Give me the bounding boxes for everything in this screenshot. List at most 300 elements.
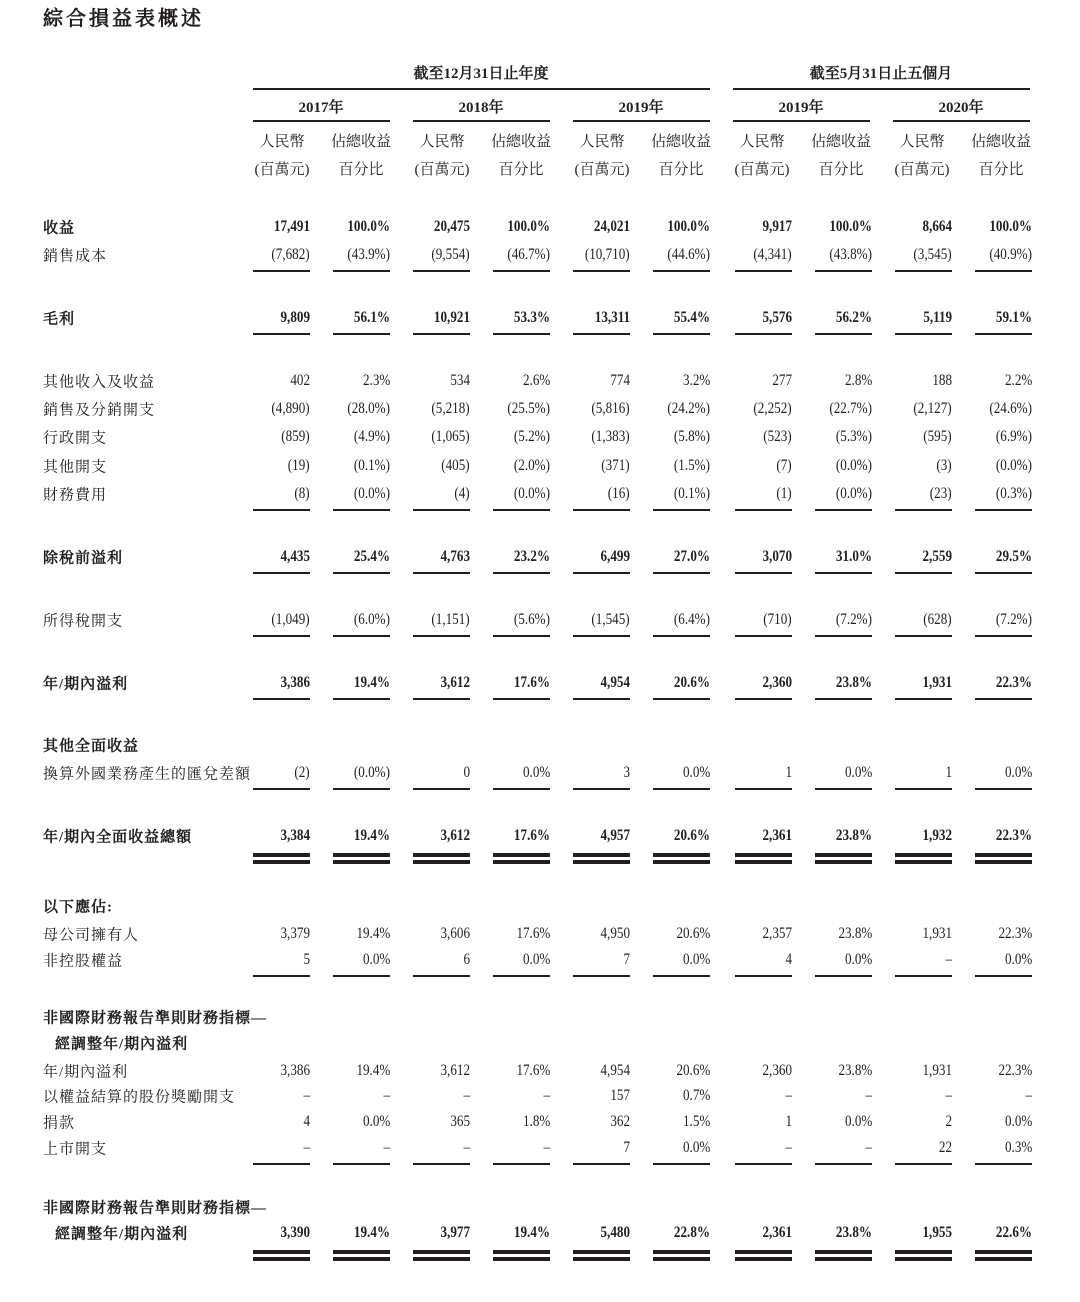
double-underline xyxy=(333,1257,390,1261)
underline xyxy=(975,270,1032,272)
rmb-label: 人民幣 xyxy=(259,134,305,150)
underline xyxy=(253,270,310,272)
amount-cell: 4 xyxy=(785,951,792,968)
year-rule xyxy=(893,120,1030,122)
amount-cell: (595) xyxy=(923,428,952,445)
amount-cell: 534 xyxy=(450,372,470,389)
percent-cell: – xyxy=(383,1087,390,1104)
double-underline xyxy=(333,853,390,857)
percent-cell: (6.0%) xyxy=(353,611,390,628)
amount-cell: 9,917 xyxy=(762,218,792,235)
row-label: 以權益結算的股份獎勵開支 xyxy=(43,1089,236,1106)
percent-cell: 2.2% xyxy=(1004,372,1032,389)
underline xyxy=(735,975,792,977)
percent-cell: 23.8% xyxy=(835,827,872,844)
percent-cell: 2.3% xyxy=(362,372,390,389)
amount-cell: (1,383) xyxy=(591,428,630,445)
double-underline xyxy=(975,1250,1032,1254)
underline xyxy=(573,509,630,511)
amount-cell: (371) xyxy=(601,457,630,474)
percent-cell: 22.8% xyxy=(673,1224,710,1241)
underline xyxy=(253,509,310,511)
rmb-label: 人民幣 xyxy=(419,134,465,150)
percent-cell: – xyxy=(383,1139,390,1156)
amount-cell: 6,499 xyxy=(600,548,630,565)
amount-cell: 9,809 xyxy=(280,309,310,326)
underline xyxy=(253,635,310,637)
amount-cell: 4,957 xyxy=(600,827,630,844)
row-label: 經調整年/期內溢利 xyxy=(55,1036,189,1053)
underline xyxy=(413,1163,470,1165)
percent-cell: 20.6% xyxy=(673,674,710,691)
pct-header xyxy=(971,128,1031,184)
percent-cell: 22.3% xyxy=(995,674,1032,691)
percent-cell: 17.6% xyxy=(513,674,550,691)
percent-cell: (0.0%) xyxy=(353,764,390,781)
underline xyxy=(653,975,710,977)
amount-cell: 1,955 xyxy=(922,1224,952,1241)
amount-cell: 3,612 xyxy=(440,674,470,691)
amount-cell: 1,931 xyxy=(922,674,952,691)
double-underline xyxy=(253,1257,310,1261)
amount-cell: 3,612 xyxy=(440,1062,470,1079)
amount-cell: 2,559 xyxy=(922,548,952,565)
underline xyxy=(573,635,630,637)
double-underline xyxy=(815,860,872,864)
percent-cell: (0.1%) xyxy=(673,485,710,502)
underline xyxy=(413,572,470,574)
year-rule xyxy=(573,120,710,122)
amount-cell: (19) xyxy=(288,457,310,474)
percent-cell: (5.8%) xyxy=(673,428,710,445)
row-label: 年/期內溢利 xyxy=(43,1064,129,1081)
percent-cell: 2.6% xyxy=(522,372,550,389)
percent-cell: 0.0% xyxy=(682,951,710,968)
amount-cell: (5,218) xyxy=(431,400,470,417)
percent-cell: (0.0%) xyxy=(835,485,872,502)
underline xyxy=(413,509,470,511)
year-rule xyxy=(253,120,390,122)
percent-cell: (0.0%) xyxy=(353,485,390,502)
underline xyxy=(735,572,792,574)
underline xyxy=(253,975,310,977)
percent-cell: 23.8% xyxy=(838,925,872,942)
double-underline xyxy=(253,1250,310,1254)
underline xyxy=(815,635,872,637)
percent-cell: 23.8% xyxy=(838,1062,872,1079)
underline xyxy=(493,270,550,272)
amount-cell: 22 xyxy=(938,1139,952,1156)
amount-cell: 3 xyxy=(623,764,630,781)
group-header-year: 截至12月31日止年度 xyxy=(413,66,549,82)
percent-cell: 22.3% xyxy=(998,1062,1032,1079)
year-rule xyxy=(413,120,550,122)
row-label: 收益 xyxy=(43,220,76,237)
percent-cell: 19.4% xyxy=(513,1224,550,1241)
double-underline xyxy=(815,1257,872,1261)
amount-cell: 4,763 xyxy=(440,548,470,565)
underline xyxy=(895,635,952,637)
amount-cell: 1,931 xyxy=(922,1062,952,1079)
amount-cell: (3) xyxy=(936,457,952,474)
amount-cell: – xyxy=(463,1087,470,1104)
percent-cell: (7.2%) xyxy=(995,611,1032,628)
double-underline xyxy=(413,1250,470,1254)
underline xyxy=(493,509,550,511)
amount-cell: (8) xyxy=(294,485,310,502)
amount-cell: 157 xyxy=(610,1087,630,1104)
percent-cell: 0.0% xyxy=(1004,764,1032,781)
row-label: 其他收入及收益 xyxy=(43,374,156,391)
percent-cell: 19.4% xyxy=(353,674,390,691)
underline xyxy=(333,635,390,637)
percent-cell: 100.0% xyxy=(347,218,390,235)
row-label: 其他全面收益 xyxy=(43,738,140,755)
underline xyxy=(573,975,630,977)
year-header: 2020年 xyxy=(938,100,984,116)
row-label: 非控股權益 xyxy=(43,953,124,970)
double-underline xyxy=(253,853,310,857)
pct-header xyxy=(811,128,871,184)
amount-cell: – xyxy=(463,1139,470,1156)
amount-cell: 1,932 xyxy=(922,827,952,844)
underline xyxy=(815,788,872,790)
underline xyxy=(815,698,872,700)
double-underline xyxy=(975,860,1032,864)
amount-cell: (1) xyxy=(776,485,792,502)
underline xyxy=(653,572,710,574)
amount-cell: (2,252) xyxy=(753,400,792,417)
amount-cell: 3,606 xyxy=(440,925,470,942)
underline xyxy=(975,698,1032,700)
double-underline xyxy=(413,860,470,864)
amount-cell: (3,545) xyxy=(913,246,952,263)
underline xyxy=(653,635,710,637)
amount-cell: 4 xyxy=(303,1113,310,1130)
underline xyxy=(333,975,390,977)
underline xyxy=(253,1163,310,1165)
pct-label: 佔總收益 xyxy=(810,134,872,150)
amount-cell: 7 xyxy=(623,1139,630,1156)
double-underline xyxy=(333,860,390,864)
row-label: 經調整年/期內溢利 xyxy=(55,1226,189,1243)
percent-cell: 20.6% xyxy=(673,827,710,844)
percent-cell: – xyxy=(1025,1087,1032,1104)
percent-cell: 53.3% xyxy=(513,309,550,326)
row-label: 其他開支 xyxy=(43,459,108,476)
double-underline xyxy=(735,1257,792,1261)
amount-cell: 3,384 xyxy=(280,827,310,844)
pct-label: 佔總收益 xyxy=(650,134,712,150)
percent-cell: 2.8% xyxy=(844,372,872,389)
underline xyxy=(413,975,470,977)
underline xyxy=(573,1163,630,1165)
percent-cell: (0.0%) xyxy=(513,485,550,502)
row-label: 母公司擁有人 xyxy=(43,927,140,944)
underline xyxy=(333,572,390,574)
amount-cell: (1,065) xyxy=(431,428,470,445)
amount-cell: 4,950 xyxy=(600,925,630,942)
double-underline xyxy=(573,860,630,864)
underline xyxy=(493,698,550,700)
amount-cell: 402 xyxy=(290,372,310,389)
percent-cell: 23.8% xyxy=(835,1224,872,1241)
amount-cell: (4) xyxy=(454,485,470,502)
percent-cell: 22.3% xyxy=(995,827,1032,844)
underline xyxy=(493,975,550,977)
rmb-unit: (百萬元) xyxy=(414,162,470,178)
year-header: 2017年 xyxy=(298,100,344,116)
percent-cell: (46.7%) xyxy=(507,246,550,263)
percent-cell: 100.0% xyxy=(507,218,550,235)
underline xyxy=(493,635,550,637)
percent-cell: (0.3%) xyxy=(995,485,1032,502)
double-underline xyxy=(735,860,792,864)
double-underline xyxy=(895,1257,952,1261)
amount-cell: – xyxy=(303,1139,310,1156)
percent-cell: 0.0% xyxy=(1004,1113,1032,1130)
amount-cell: 24,021 xyxy=(593,218,630,235)
underline xyxy=(493,333,550,335)
rmb-unit: (百萬元) xyxy=(894,162,950,178)
percent-cell: 20.6% xyxy=(676,1062,710,1079)
percent-cell: (6.4%) xyxy=(673,611,710,628)
pct-unit: 百分比 xyxy=(338,162,384,178)
pct-unit: 百分比 xyxy=(658,162,704,178)
double-underline xyxy=(975,853,1032,857)
percent-cell: 56.1% xyxy=(353,309,390,326)
underline xyxy=(653,1163,710,1165)
row-label: 非國際財務報告準則財務指標— xyxy=(43,1200,268,1217)
amount-cell: (4,890) xyxy=(271,400,310,417)
percent-cell: (43.8%) xyxy=(829,246,872,263)
amount-cell: 10,921 xyxy=(433,309,470,326)
row-label: 非國際財務報告準則財務指標— xyxy=(43,1010,268,1027)
amount-cell: 4,954 xyxy=(600,674,630,691)
double-underline xyxy=(895,1250,952,1254)
row-label: 銷售成本 xyxy=(43,248,108,265)
amount-cell: 8,664 xyxy=(922,218,952,235)
underline xyxy=(573,333,630,335)
amount-cell: 13,311 xyxy=(594,309,630,326)
year-header: 2019年 xyxy=(618,100,664,116)
percent-cell: 29.5% xyxy=(995,548,1032,565)
row-label: 上市開支 xyxy=(43,1141,108,1158)
percent-cell: 22.3% xyxy=(998,925,1032,942)
percent-cell: 0.0% xyxy=(844,951,872,968)
amount-cell: 5,480 xyxy=(600,1224,630,1241)
amount-cell: – xyxy=(945,1087,952,1104)
underline xyxy=(253,788,310,790)
underline xyxy=(815,270,872,272)
underline xyxy=(573,270,630,272)
amount-cell: 1,931 xyxy=(922,925,952,942)
underline xyxy=(975,333,1032,335)
underline xyxy=(333,509,390,511)
underline xyxy=(413,270,470,272)
row-label: 毛利 xyxy=(43,311,76,328)
year-header: 2019年 xyxy=(778,100,824,116)
underline xyxy=(573,788,630,790)
amount-cell: 2,357 xyxy=(762,925,792,942)
underline xyxy=(975,509,1032,511)
percent-cell: – xyxy=(865,1087,872,1104)
percent-cell: 59.1% xyxy=(995,309,1032,326)
amount-cell: – xyxy=(945,951,952,968)
amount-cell: 1 xyxy=(785,1113,792,1130)
rmb-header xyxy=(415,128,470,184)
percent-cell: (24.6%) xyxy=(989,400,1032,417)
percent-cell: 0.0% xyxy=(1004,951,1032,968)
row-label: 銷售及分銷開支 xyxy=(43,402,156,419)
amount-cell: 5,119 xyxy=(923,309,952,326)
percent-cell: – xyxy=(865,1139,872,1156)
pct-header xyxy=(651,128,711,184)
percent-cell: 0.0% xyxy=(682,764,710,781)
underline xyxy=(253,698,310,700)
pct-header xyxy=(331,128,391,184)
underline xyxy=(333,270,390,272)
amount-cell: 7 xyxy=(623,951,630,968)
percent-cell: 19.4% xyxy=(356,925,390,942)
percent-cell: 0.0% xyxy=(362,951,390,968)
amount-cell: 4,435 xyxy=(280,548,310,565)
double-underline xyxy=(573,1257,630,1261)
double-underline xyxy=(735,853,792,857)
underline xyxy=(493,572,550,574)
underline xyxy=(735,635,792,637)
underline xyxy=(653,333,710,335)
amount-cell: 3,070 xyxy=(762,548,792,565)
group-rule xyxy=(253,88,710,90)
amount-cell: (405) xyxy=(441,457,470,474)
double-underline xyxy=(573,1250,630,1254)
percent-cell: 27.0% xyxy=(673,548,710,565)
double-underline xyxy=(253,860,310,864)
underline xyxy=(735,788,792,790)
amount-cell: 2,360 xyxy=(762,674,792,691)
percent-cell: (0.0%) xyxy=(995,457,1032,474)
percent-cell: 19.4% xyxy=(353,827,390,844)
amount-cell: 1 xyxy=(945,764,952,781)
double-underline xyxy=(653,1257,710,1261)
underline xyxy=(895,698,952,700)
percent-cell: (5.6%) xyxy=(513,611,550,628)
underline xyxy=(493,1163,550,1165)
underline xyxy=(815,333,872,335)
percent-cell: (2.0%) xyxy=(513,457,550,474)
amount-cell: – xyxy=(785,1139,792,1156)
underline xyxy=(653,270,710,272)
underline xyxy=(895,1163,952,1165)
double-underline xyxy=(413,853,470,857)
amount-cell: (7,682) xyxy=(271,246,310,263)
percent-cell: 1.8% xyxy=(522,1113,550,1130)
amount-cell: 2,361 xyxy=(762,827,792,844)
underline xyxy=(735,333,792,335)
amount-cell: (9,554) xyxy=(431,246,470,263)
percent-cell: 17.6% xyxy=(513,827,550,844)
row-label: 除稅前溢利 xyxy=(43,550,124,567)
double-underline xyxy=(735,1250,792,1254)
double-underline xyxy=(815,853,872,857)
percent-cell: (43.9%) xyxy=(347,246,390,263)
amount-cell: (523) xyxy=(763,428,792,445)
percent-cell: (0.1%) xyxy=(353,457,390,474)
percent-cell: – xyxy=(543,1139,550,1156)
row-label: 所得稅開支 xyxy=(43,613,124,630)
rmb-unit: (百萬元) xyxy=(734,162,790,178)
underline xyxy=(493,788,550,790)
percent-cell: (25.5%) xyxy=(507,400,550,417)
percent-cell: 100.0% xyxy=(989,218,1032,235)
row-label: 財務費用 xyxy=(43,487,108,504)
amount-cell: 6 xyxy=(463,951,470,968)
amount-cell: 2,360 xyxy=(762,1062,792,1079)
underline xyxy=(735,1163,792,1165)
double-underline xyxy=(815,1250,872,1254)
amount-cell: 5,576 xyxy=(762,309,792,326)
underline xyxy=(333,788,390,790)
pct-label: 佔總收益 xyxy=(330,134,392,150)
double-underline xyxy=(493,1250,550,1254)
double-underline xyxy=(653,860,710,864)
amount-cell: 362 xyxy=(610,1113,630,1130)
percent-cell: 0.0% xyxy=(362,1113,390,1130)
percent-cell: (5.3%) xyxy=(835,428,872,445)
underline xyxy=(253,333,310,335)
row-label: 以下應佔: xyxy=(43,899,113,916)
percent-cell: 100.0% xyxy=(667,218,710,235)
rmb-header xyxy=(255,128,310,184)
pct-unit: 百分比 xyxy=(978,162,1024,178)
rmb-unit: (百萬元) xyxy=(574,162,630,178)
percent-cell: (28.0%) xyxy=(347,400,390,417)
year-rule xyxy=(733,120,870,122)
underline xyxy=(975,1163,1032,1165)
pct-header xyxy=(491,128,551,184)
amount-cell: (23) xyxy=(930,485,952,502)
percent-cell: 0.0% xyxy=(844,764,872,781)
double-underline xyxy=(493,853,550,857)
row-label: 捐款 xyxy=(43,1115,76,1132)
row-label: 換算外國業務產生的匯兌差額 xyxy=(43,766,252,783)
underline xyxy=(815,1163,872,1165)
underline xyxy=(573,572,630,574)
amount-cell: (2) xyxy=(294,764,310,781)
underline xyxy=(333,1163,390,1165)
percent-cell: 17.6% xyxy=(516,925,550,942)
underline xyxy=(975,788,1032,790)
amount-cell: (10,710) xyxy=(585,246,630,263)
underline xyxy=(413,698,470,700)
amount-cell: (1,151) xyxy=(431,611,470,628)
percent-cell: 0.0% xyxy=(844,1113,872,1130)
percent-cell: 1.5% xyxy=(682,1113,710,1130)
percent-cell: (4.9%) xyxy=(353,428,390,445)
underline xyxy=(815,509,872,511)
rmb-header xyxy=(575,128,630,184)
underline xyxy=(975,635,1032,637)
group-rule xyxy=(733,88,1030,90)
amount-cell: (628) xyxy=(923,611,952,628)
percent-cell: 0.0% xyxy=(522,951,550,968)
amount-cell: 2,361 xyxy=(762,1224,792,1241)
percent-cell: (0.0%) xyxy=(835,457,872,474)
amount-cell: 188 xyxy=(932,372,952,389)
underline xyxy=(333,698,390,700)
amount-cell: (1,545) xyxy=(591,611,630,628)
